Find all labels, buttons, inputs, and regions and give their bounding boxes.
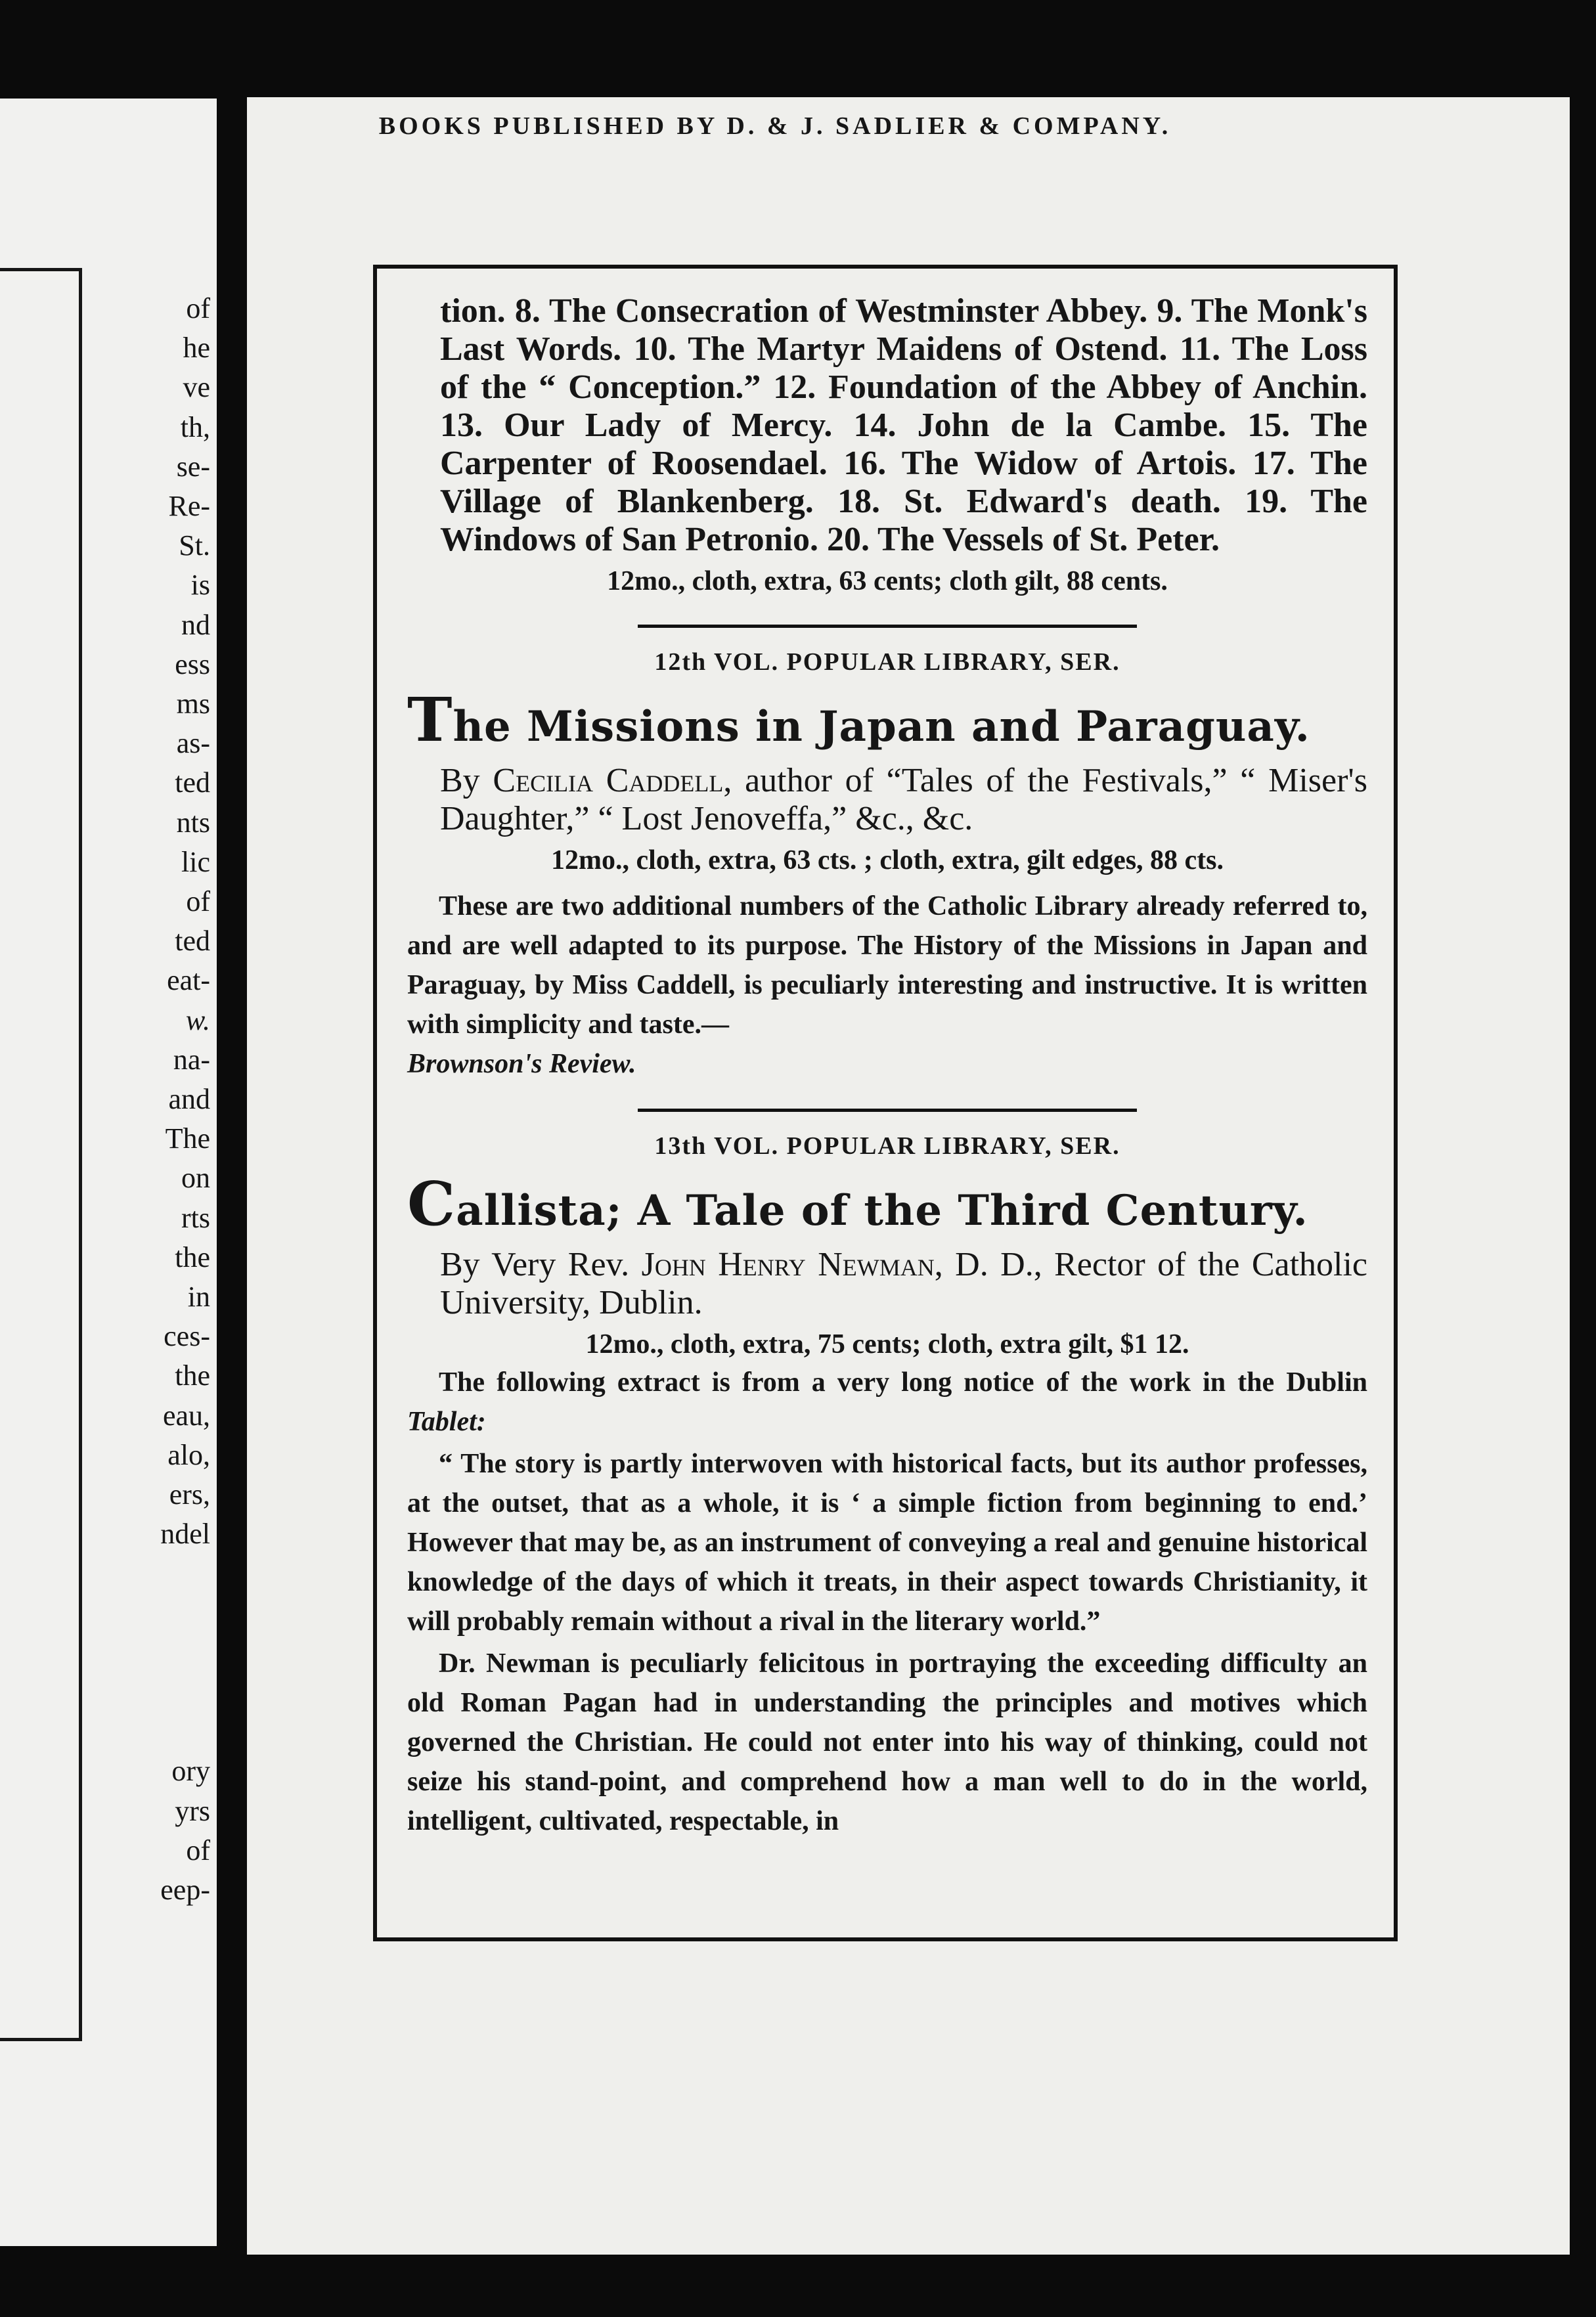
previous-page-line: alo, xyxy=(167,1438,210,1471)
previous-page-line: Re- xyxy=(168,490,210,522)
advertisement-frame xyxy=(373,265,1398,1941)
previous-page-line: eat- xyxy=(167,964,210,997)
previous-page-line: the xyxy=(175,1359,210,1392)
previous-page-line: he xyxy=(183,332,210,364)
review-text: These are two additional numbers of the Catholic Library already referred to, and are well adapted to its purpose. The History of the Missions in Japan and Paraguay, by Miss Caddell, is peculiarly interesting and instructive. It is written with simplicity and taste.— xyxy=(407,891,1367,1040)
continued-price: 12mo., cloth, extra, 63 cents; cloth gilt, 88 cents. xyxy=(607,566,1168,596)
previous-page-line: is xyxy=(190,569,210,602)
quotation-tablet: “ The story is partly interwoven with historical facts, but its author professes, at the outset, that as a whole, it is ‘ a simple fiction from beginning to end.’ However that may be, as an instrument of conveying a real and genuine historical knowledge of the days of which it treats, in their aspect towards Christianity, it will probably remain without a rival in the literary world.” xyxy=(407,1449,1367,1637)
previous-page-line: ms xyxy=(176,688,210,720)
previous-page-line: the xyxy=(175,1241,210,1273)
book-title-callista xyxy=(407,1168,1367,1239)
previous-page-line: w. xyxy=(185,1004,210,1036)
previous-page-line: na- xyxy=(173,1043,210,1076)
commentary-callista: Dr. Newman is peculiarly felicitous in portraying the exceeding difficulty an old Roman Pagan had in understanding the principles and motives which governed the Christian. He could not enter into his way of thinking, could not seize his stand-point, and comprehend how a man well to do in the world, intelligent, cultivated, respectable, in xyxy=(407,1648,1367,1836)
series-label-12: 12th VOL. POPULAR LIBRARY, SER. xyxy=(654,648,1120,676)
previous-page-line: nd xyxy=(181,608,210,641)
previous-page-line: ndel xyxy=(160,1518,210,1551)
previous-page-line: nts xyxy=(176,806,210,839)
previous-page-line: in xyxy=(187,1281,210,1313)
section-divider xyxy=(638,1109,1137,1112)
book-gutter xyxy=(217,92,248,2259)
price-callista: 12mo., cloth, extra, 75 cents; cloth, extra gilt, $1 12. xyxy=(585,1329,1189,1359)
title-initial: C xyxy=(407,1168,456,1239)
section-divider xyxy=(638,625,1137,628)
previous-page-frame xyxy=(0,268,82,2041)
previous-page-line: ted xyxy=(175,766,210,799)
previous-page-line: lic xyxy=(181,845,210,878)
title-initial: T xyxy=(407,684,453,755)
previous-page-line: St. xyxy=(179,529,210,562)
price-missions: 12mo., cloth, extra, 63 cts. ; cloth, extra, gilt edges, 88 cts. xyxy=(550,845,1224,875)
advertisement-content xyxy=(407,292,1367,1841)
previous-page-line: of xyxy=(186,885,210,917)
previous-page-line: of xyxy=(186,292,210,324)
intro-text: The following extract is from a very long notice of the work in the Dublin xyxy=(439,1367,1367,1398)
previous-page-line: ers, xyxy=(169,1478,210,1511)
previous-page-line: ve xyxy=(183,371,210,404)
previous-page-line: ted xyxy=(175,925,210,958)
intro-callista xyxy=(407,1363,1367,1442)
author-description: author of “Tales of the Festivals,” “ Miser's Daughter,” “ Lost Jenoveffa,” &c., &c. xyxy=(440,762,1367,837)
previous-page-line: The xyxy=(165,1122,210,1155)
review-source: Brownson's Review. xyxy=(407,1049,636,1079)
previous-page-line: ory xyxy=(171,1755,210,1788)
previous-page-line: eep- xyxy=(160,1874,210,1906)
previous-page-line: on xyxy=(181,1162,210,1195)
title-text: allista; A Tale of the Third Century. xyxy=(456,1186,1308,1235)
previous-page-line: se- xyxy=(176,450,210,483)
previous-page-line: rts xyxy=(181,1201,210,1234)
previous-page xyxy=(0,99,217,2246)
byline-by: By xyxy=(440,762,480,799)
previous-page-line: of xyxy=(186,1834,210,1866)
previous-page-line: as- xyxy=(176,727,210,760)
previous-page-line: eau, xyxy=(162,1399,210,1432)
continued-contents-list: tion. 8. The Consecration of Westminster Abbey. 9. The Monk's Last Words. 10. The Martyr Maidens of Ostend. 11. The Loss of the “ Conception.” 12. Foundation of the Abbey of Anchin. 13. Our Lady of Mercy. 14. John de la Cambe. 15. The Carpenter of Roosendael. 16. The Widow of Artois. 17. The Village of Blankenberg. 18. St. Edward's death. 19. The Windows of San Petronio. 20. The Vessels of St. Peter. xyxy=(440,292,1367,558)
intro-source: Tablet: xyxy=(407,1407,486,1437)
previous-page-line: ess xyxy=(175,648,210,680)
byline-caddell xyxy=(407,762,1367,838)
author-name: Cecilia Caddell, xyxy=(493,762,732,799)
author-description: D. D., Rector of the Catholic University, Dublin. xyxy=(440,1246,1368,1321)
running-header: BOOKS PUBLISHED BY D. & J. SADLIER & COMPANY. xyxy=(378,112,1172,140)
previous-page-line: th, xyxy=(180,410,210,443)
previous-page-line: and xyxy=(168,1083,210,1115)
series-label-13: 13th VOL. POPULAR LIBRARY, SER. xyxy=(654,1132,1120,1160)
previous-page-line: ces- xyxy=(164,1320,210,1353)
book-title-missions xyxy=(407,684,1367,755)
byline-by: By Very Rev. xyxy=(440,1246,630,1283)
author-name: John Henry Newman, xyxy=(641,1246,943,1283)
review-missions xyxy=(407,887,1367,1084)
title-text: he Missions in Japan and Paraguay. xyxy=(453,702,1310,751)
previous-page-line: yrs xyxy=(175,1794,210,1827)
byline-newman xyxy=(407,1246,1367,1322)
